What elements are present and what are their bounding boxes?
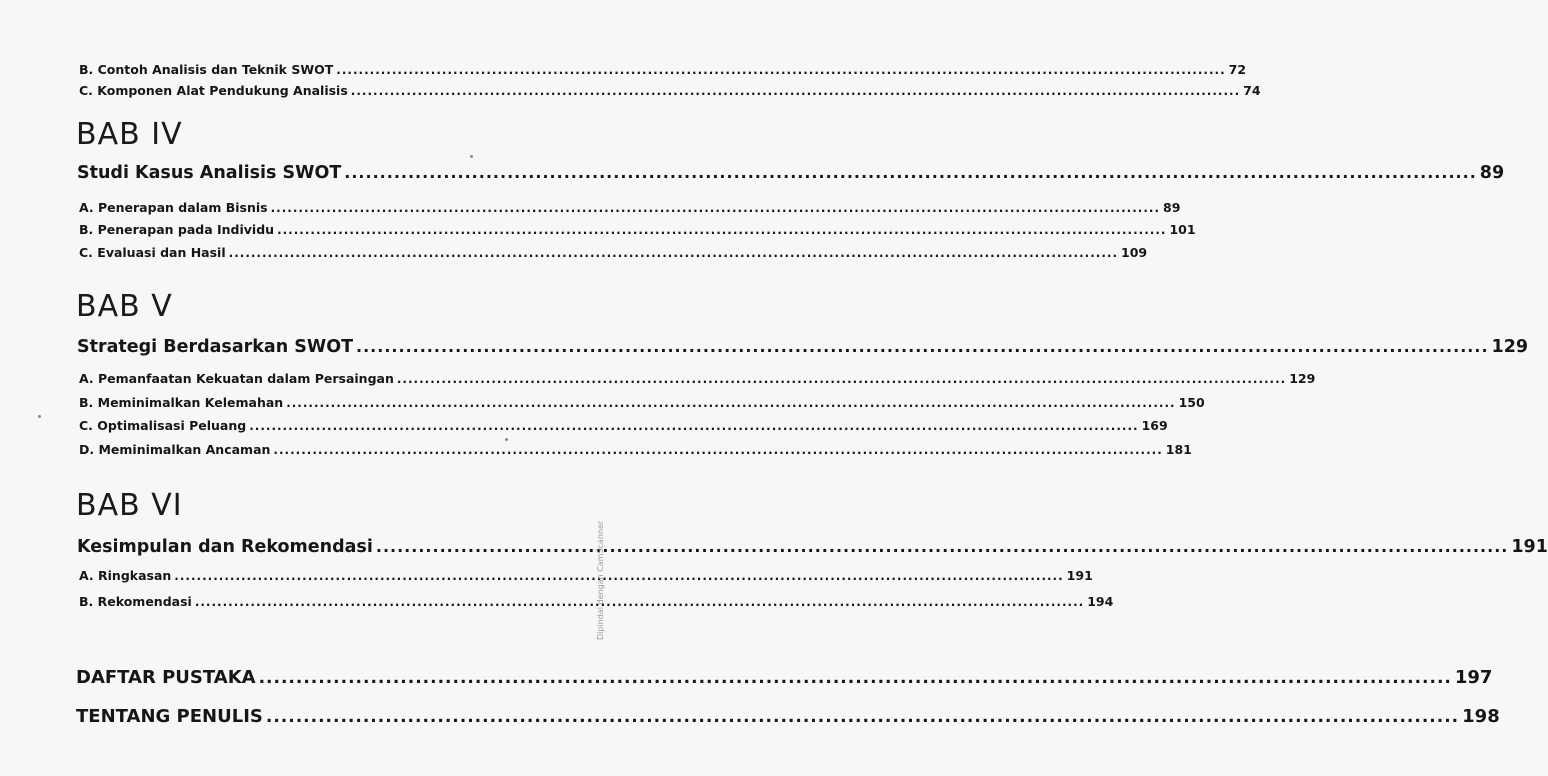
toc-entry-label: B. Penerapan pada Individu [79,222,275,237]
toc-entry-page: 109 [1121,245,1148,260]
dot-leader: ................................................................................................................................................................ [273,443,1163,457]
dot-leader: ................................................................................................................................................................ [228,246,1119,260]
chapter-title-entry [77,537,1548,557]
scan-speck [38,415,41,418]
end-matter-entry [76,706,1500,727]
chapter-title: Strategi Berdasarkan SWOT [77,337,354,357]
toc-entry [79,371,1316,386]
chapter-title: Studi Kasus Analisis SWOT [77,163,342,183]
toc-entry-page: 72 [1228,62,1247,77]
dot-leader: ................................................................................................................................................................ [396,372,1287,386]
toc-entry [79,245,1148,260]
end-matter-page: 198 [1462,706,1500,727]
toc-entry [79,62,1247,77]
dot-leader: ................................................................................................................................................................ [286,396,1176,410]
toc-entry-label: B. Contoh Analisis dan Teknik SWOT [79,62,334,77]
dot-leader: ................................................................................................................................................................ [350,84,1241,98]
toc-entry [79,200,1181,215]
dot-leader: ................................................................................................................................................................ [174,569,1064,583]
chapter-heading: BAB VI [76,488,183,523]
dot-leader: ................................................................................................................................................................ [336,63,1226,77]
toc-entry-page: 89 [1163,200,1181,215]
toc-entry [79,222,1196,237]
chapter-title: Kesimpulan dan Rekomendasi [77,537,373,557]
toc-entry [79,568,1093,583]
scan-speck [470,155,473,158]
dot-leader: ................................................................................................................................................................ [265,707,1460,727]
dot-leader: ................................................................................................................................................................ [375,537,1509,556]
toc-entry-label: B. Meminimalkan Kelemahan [79,395,284,410]
dot-leader: ................................................................................................................................................................ [277,223,1167,237]
end-matter-page: 197 [1454,667,1493,688]
toc-entry-label: A. Penerapan dalam Bisnis [79,200,268,215]
toc-entry-label: A. Pemanfaatan Kekuatan dalam Persaingan [79,371,394,386]
toc-entry-page: 169 [1141,418,1168,433]
toc-entry-page: 74 [1243,83,1261,98]
dot-leader: ................................................................................................................................................................ [270,201,1160,215]
toc-entry-label: C. Evaluasi dan Hasil [79,245,226,260]
chapter-title-entry [77,163,1505,183]
toc-entry-label: D. Meminimalkan Ancaman [79,442,271,457]
toc-entry-label: A. Ringkasan [79,568,172,583]
toc-entry [79,594,1114,609]
toc-entry [79,395,1205,410]
dot-leader: ................................................................................................................................................................ [344,163,1477,182]
chapter-heading: BAB V [76,289,173,324]
toc-entry-page: 181 [1165,442,1192,457]
toc-entry [79,418,1168,433]
toc-entry-label: B. Rekomendasi [79,594,192,609]
toc-entry-label: C. Komponen Alat Pendukung Analisis [79,83,348,98]
chapter-page: 89 [1479,163,1505,183]
toc-entry-page: 129 [1289,371,1316,386]
chapter-title-entry [77,337,1529,357]
toc-entry-label: C. Optimalisasi Peluang [79,418,247,433]
chapter-page: 191 [1511,537,1548,557]
toc-entry [79,83,1261,98]
chapter-page: 129 [1491,337,1529,357]
chapter-heading: BAB IV [76,117,183,152]
scanner-watermark: Dipindai dengan CamScanner [596,520,605,640]
dot-leader: ................................................................................................................................................................ [356,337,1489,356]
toc-entry-page: 191 [1066,568,1093,583]
scan-speck [505,438,508,441]
toc-entry-page: 150 [1178,395,1205,410]
toc-entry-page: 194 [1087,594,1114,609]
dot-leader: ................................................................................................................................................................ [249,419,1139,433]
end-matter-label: TENTANG PENULIS [76,706,263,727]
end-matter-label: DAFTAR PUSTAKA [76,667,256,688]
end-matter-entry [76,667,1493,688]
toc-entry-page: 101 [1169,222,1196,237]
dot-leader: ................................................................................................................................................................ [258,668,1452,688]
dot-leader: ................................................................................................................................................................ [194,595,1085,609]
toc-entry [79,442,1192,457]
